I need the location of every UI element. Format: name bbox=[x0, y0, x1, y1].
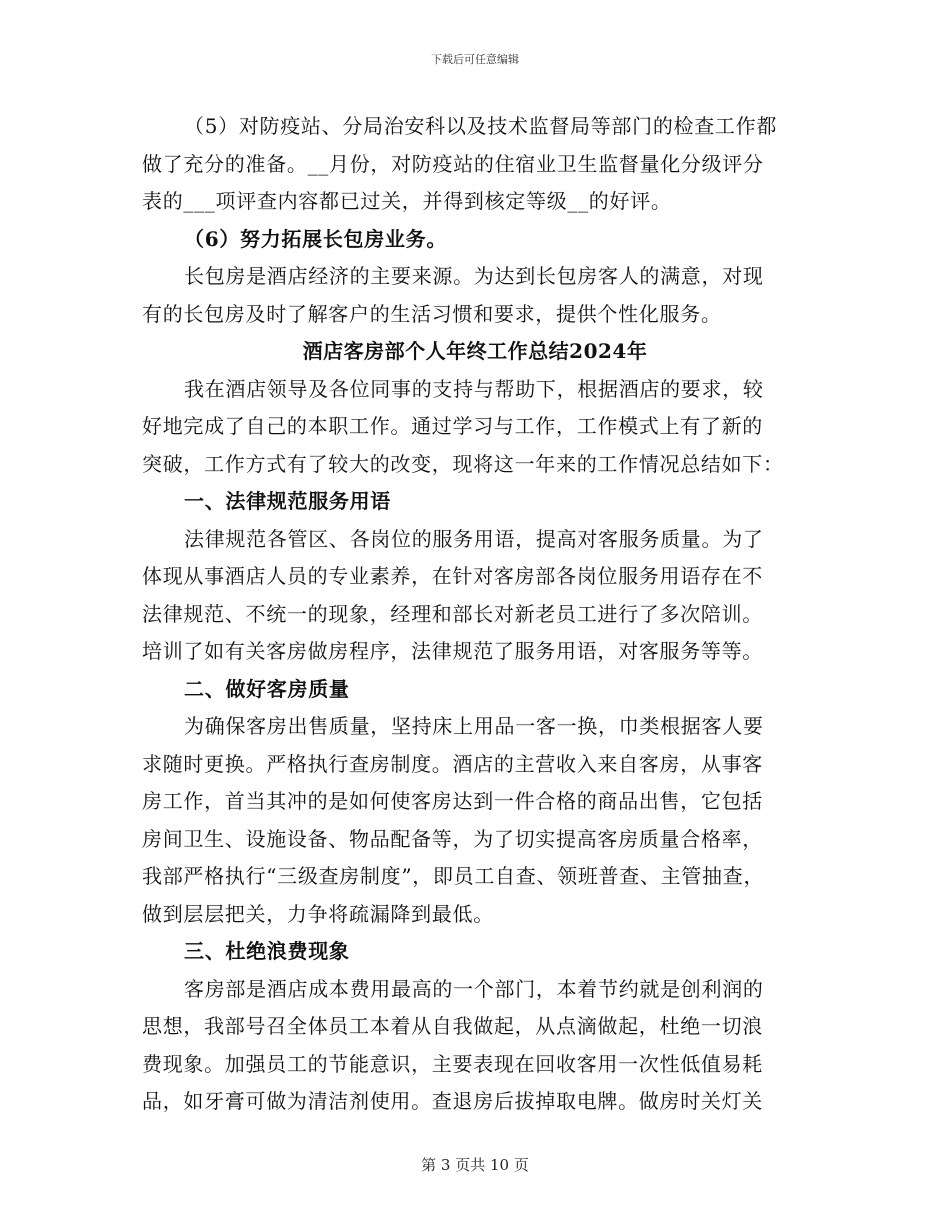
text-line: （5）对防疫站、分局治安科以及技术监督局等部门的检查工作都 bbox=[184, 114, 778, 138]
text-line: 我部严格执行“三级查房制度”，即员工自查、领班普查、主管抽查， bbox=[142, 864, 765, 888]
text-line: 客房部是酒店成本费用最高的一个部门，本着节约就是创利润的 bbox=[184, 976, 764, 1001]
heading-item-6: （6）努力拓展长包房业务。 bbox=[184, 226, 448, 251]
text-line: 品，如牙膏可做为清洁剂使用。查退房后拔掉取电牌。做房时关灯关 bbox=[142, 1089, 763, 1113]
paragraph-section-3 bbox=[142, 971, 808, 1121]
paragraph-intro bbox=[142, 371, 808, 484]
text-line: 房间卫生、设施设备、物品配备等，为了切实提高客房质量合格率， bbox=[142, 826, 763, 851]
text-line: 法律规范各管区、各岗位的服务用语，提高对客服务质量。为了 bbox=[184, 526, 764, 551]
text-line: 做到层层把关，力争将疏漏降到最低。 bbox=[142, 901, 494, 926]
text-line: 房工作，首当其冲的是如何使客房达到一件合格的商品出售，它包括 bbox=[142, 789, 763, 813]
text-line: 突破，工作方式有了较大的改变，现将这一年来的工作情况总结如下： bbox=[142, 451, 784, 476]
text-line: 为确保客房出售质量，坚持床上用品一客一换，巾类根据客人要 bbox=[184, 714, 764, 738]
paragraph-section-1 bbox=[142, 521, 808, 671]
paragraph-item-5 bbox=[142, 108, 808, 221]
text-line: 费现象。加强员工的节能意识，主要表现在回收客用一次性低值易耗 bbox=[142, 1051, 763, 1076]
document-body bbox=[142, 108, 808, 1121]
text-line: 长包房是酒店经济的主要来源。为达到长包房客人的满意，对现 bbox=[184, 264, 764, 288]
text-line: 思想，我部号召全体员工本着从自我做起，从点滴做起，杜绝一切浪 bbox=[142, 1014, 763, 1038]
text-line: 培训了如有关客房做房程序，法律规范了服务用语，对客服务等等。 bbox=[142, 639, 763, 663]
text-line: 表的___项评查内容都已过关，并得到核定等级__的好评。 bbox=[142, 189, 672, 213]
section-heading-2: 二、做好客房质量 bbox=[184, 676, 350, 701]
text-line: 有的长包房及时了解客户的生活习惯和要求，提供个性化服务。 bbox=[142, 301, 722, 326]
paragraph-section-2 bbox=[142, 708, 808, 933]
paragraph-long-stay bbox=[142, 258, 808, 333]
text-line: 做了充分的准备。__月份，对防疫站的住宿业卫生监督量化分级评分 bbox=[142, 151, 764, 176]
document-title: 酒店客房部个人年终工作总结2024年 bbox=[302, 339, 648, 363]
page-header-note: 下载后可任意编辑 bbox=[431, 53, 519, 66]
text-line: 我在酒店领导及各位同事的支持与帮助下，根据酒店的要求，较 bbox=[184, 376, 764, 401]
text-line: 法律规范、不统一的现象，经理和部长对新老员工进行了多次陪训。 bbox=[142, 601, 763, 626]
section-heading-3: 三、杜绝浪费现象 bbox=[184, 939, 350, 963]
text-line: 求随时更换。严格执行查房制度。酒店的主营收入来自客房，从事客 bbox=[142, 751, 763, 776]
section-heading-1: 一、法律规范服务用语 bbox=[184, 489, 391, 513]
text-line: 体现从事酒店人员的专业素养，在针对客房部各岗位服务用语存在不 bbox=[142, 564, 763, 588]
page-number-footer: 第 3 页共 10 页 bbox=[421, 1156, 529, 1174]
text-line: 好地完成了自己的本职工作。通过学习与工作，工作模式上有了新的 bbox=[142, 414, 763, 438]
